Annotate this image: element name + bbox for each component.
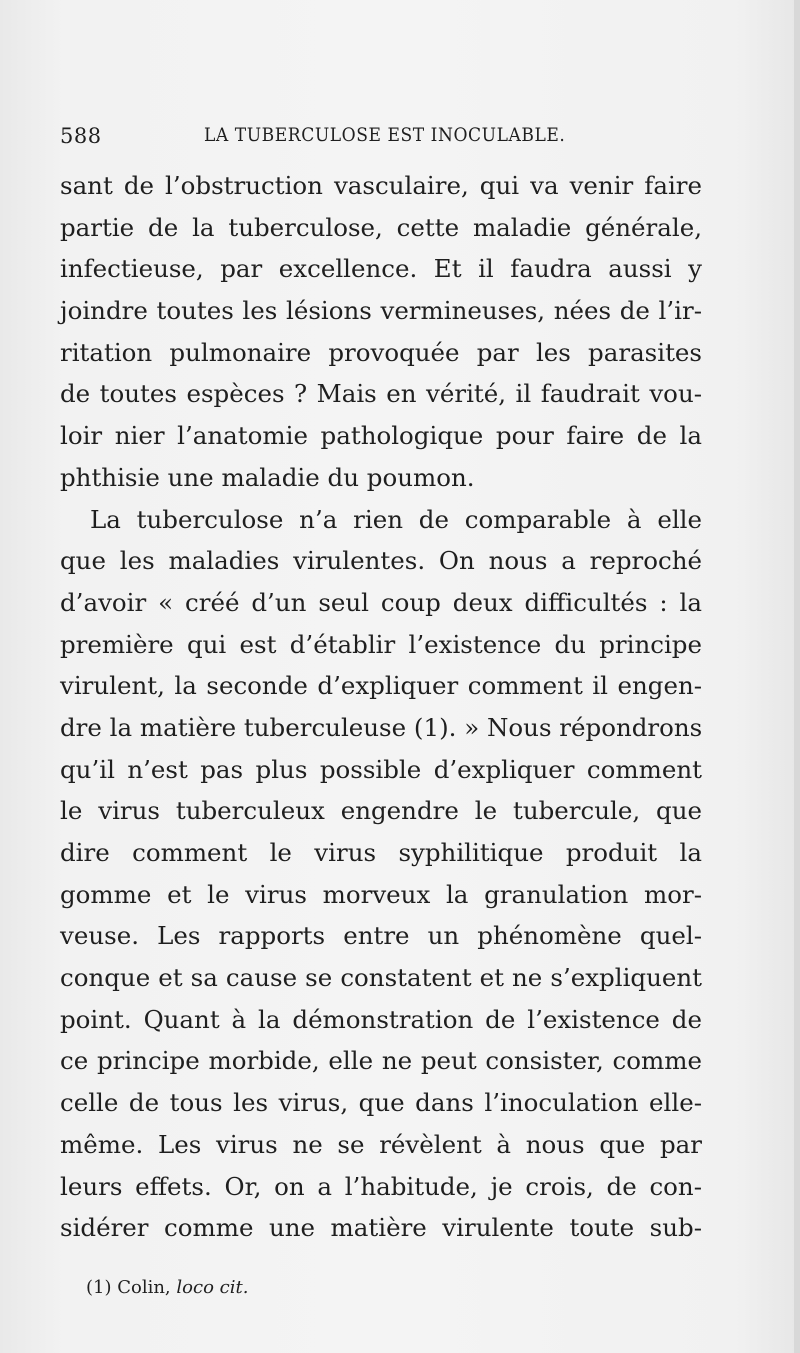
text-line: sant de l’obstruction vasculaire, qui va venir faire xyxy=(60,171,702,200)
running-header xyxy=(60,118,700,158)
text-line: dire comment le virus syphilitique produit la xyxy=(60,838,702,867)
running-title: LA TUBERCULOSE EST INOCULABLE. xyxy=(204,124,566,146)
text-line: ce principe morbide, elle ne peut consister, comme xyxy=(60,1046,702,1076)
text-line: celle de tous les virus, que dans l’inoculation elle- xyxy=(60,1088,702,1118)
text-line: gomme et le virus morveux la granulation mor- xyxy=(60,879,702,909)
page-number: 588 xyxy=(60,124,102,148)
text-line: La tuberculose n’a rien de comparable à elle xyxy=(90,504,702,534)
text-line: ritation pulmonaire provoquée par les parasites xyxy=(60,337,702,367)
text-line: dre la matière tuberculeuse (1). » Nous répondrons xyxy=(60,712,703,742)
footnote-author: Colin, xyxy=(117,1277,177,1298)
text-line: même. Les virus ne se révèlent à nous que par xyxy=(60,1129,702,1159)
text-line: point. Quant à la démonstration de l’existence de xyxy=(60,1004,702,1034)
text-line: d’avoir « créé d’un seul coup deux difficultés : la xyxy=(60,587,702,617)
text-line: le virus tuberculeux engendre le tubercule, que xyxy=(60,796,702,826)
text-line: qu’il n’est pas plus possible d’expliquer comment xyxy=(60,754,702,784)
text-line: sidérer comme une matière virulente toute sub- xyxy=(60,1213,702,1243)
text-line: veuse. Les rapports entre un phénomène quel- xyxy=(60,921,702,951)
text-line: infectieuse, par excellence. Et il faudra aussi y xyxy=(60,254,702,284)
text-line: que les maladies virulentes. On nous a reproché xyxy=(60,546,702,576)
text-line: virulent, la seconde d’expliquer comment il engen- xyxy=(60,671,702,701)
footnote-mark: (1) xyxy=(86,1277,118,1298)
footnote-reference: loco cit. xyxy=(176,1277,249,1298)
text-line: conque et sa cause se constatent et ne s’expliquent xyxy=(60,963,702,993)
body-text xyxy=(60,165,702,1249)
text-line: phthisie une maladie du poumon. xyxy=(60,462,475,492)
text-line: partie de la tuberculose, cette maladie générale, xyxy=(60,212,702,242)
text-line: loir nier l’anatomie pathologique pour faire de la xyxy=(60,421,702,451)
text-line: leurs effets. Or, on a l’habitude, je crois, de con- xyxy=(60,1171,702,1201)
page-edge xyxy=(794,0,800,1353)
text-line: de toutes espèces ? Mais en vérité, il faudrait vou- xyxy=(60,379,702,409)
footnote xyxy=(86,1277,248,1298)
text-line: joindre toutes les lésions vermineuses, nées de l’ir- xyxy=(60,296,702,326)
text-line: première qui est d’établir l’existence du principe xyxy=(60,629,702,659)
